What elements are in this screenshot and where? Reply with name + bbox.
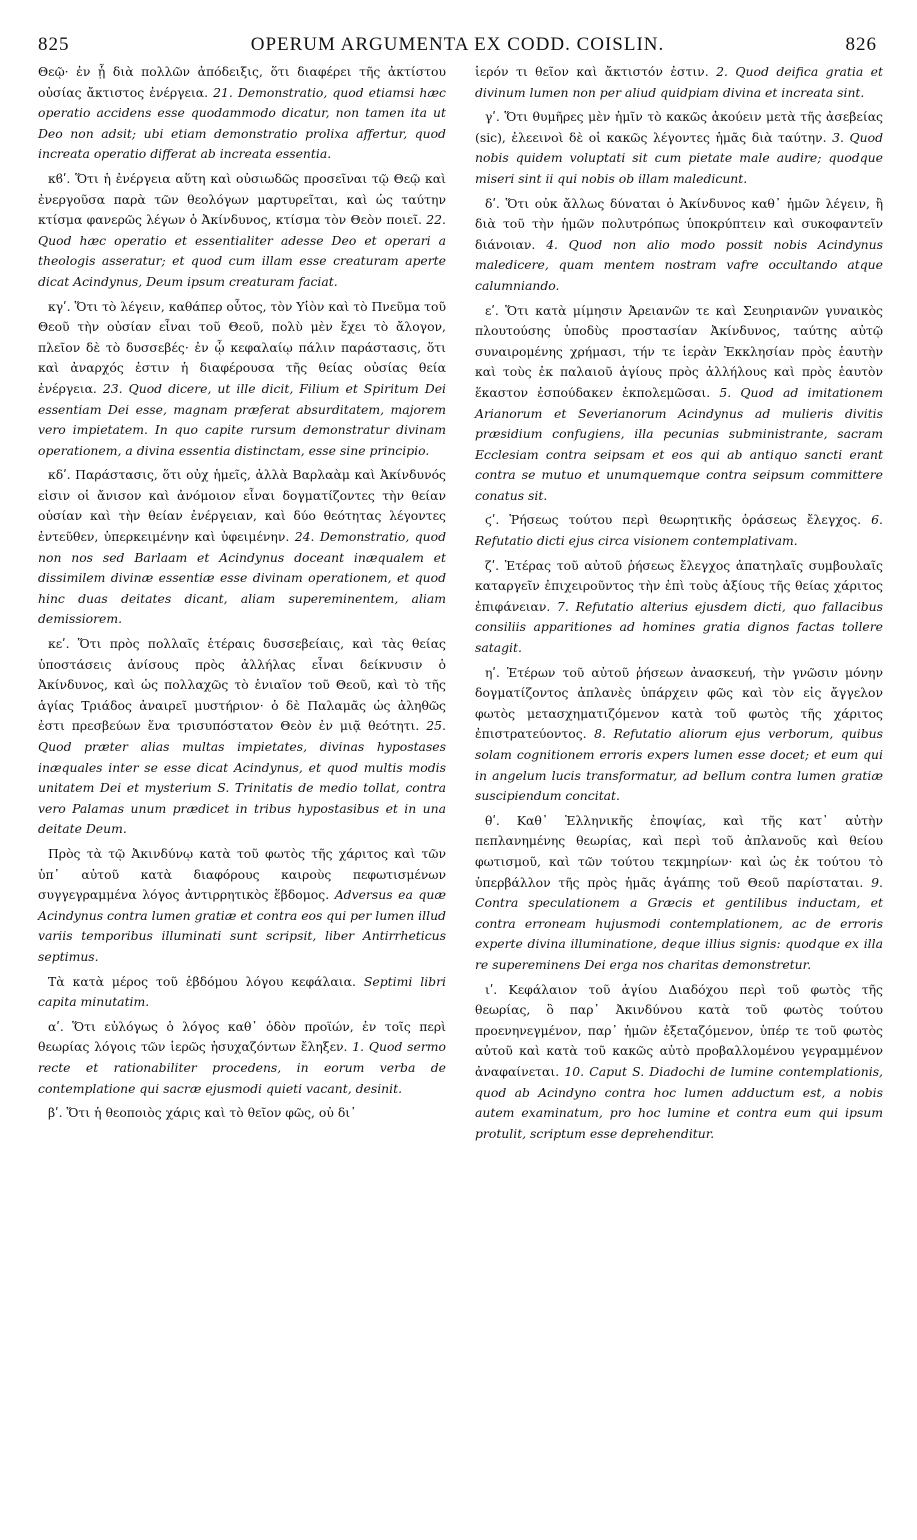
paragraph bbox=[475, 663, 883, 807]
greek-text: ιʹ. Κεφάλαιον τοῦ ἁγίου Διαδόχου περὶ τοῦ φωτὸς τῆς θεωρίας, ὃ παρ᾿ Ἀκινδύνου κατὰ τοῦ φωτὸς τούτου προενηνεγμένον, παρ᾿ ἡμῶν ἐξεταζόμενον, ὑπέρ τε τοῦ φωτὸς αὐτοῦ καὶ κατὰ τοῦ κακῶς αὐτὸ προβαλλομένου γεγραμμένον ἀναφαίνεται. bbox=[475, 981, 883, 1079]
latin-text: Septimi libri capita minutatim. bbox=[38, 973, 446, 1010]
running-title: OPERUM ARGUMENTA EX CODD. COISLIN. bbox=[250, 34, 665, 55]
page-number-left: 825 bbox=[38, 34, 70, 55]
paragraph bbox=[475, 980, 883, 1145]
latin-text: 10. Caput S. Diadochi de lumine contemplationis, quod ab Acindyno contra hoc lumen adductum est, a nobis autem examinatum, pro hoc lumine et contra eum qui ipsum protulit, scriptum esse deprehenditur. bbox=[475, 1063, 883, 1141]
running-header bbox=[38, 34, 877, 56]
paragraph bbox=[475, 107, 883, 189]
paragraph bbox=[38, 972, 446, 1013]
greek-text: κδʹ. Παράστασις, ὅτι οὐχ ἡμεῖς, ἀλλὰ Βαρλαὰμ καὶ Ἀκίνδυνός εἰσιν οἱ ἄνισον καὶ ἀνόμοιον εἶναι δογματίζοντες τὴν θείαν οὐσίαν καὶ τὴν θείαν ἐνέργειαν, καὶ δύο θεότητας λέγοντες ἐντεῦθεν, ὑπερκειμένην καὶ ὑφειμένην. bbox=[38, 467, 446, 545]
latin-text: 8. Refutatio aliorum ejus verborum, quibus solam cognitionem erroris expers lumen esse docet; et eum qui in angelum lucis transformatur, ad bellum contra lumen gratiæ suscipiendum concitat. bbox=[475, 726, 883, 804]
paragraph bbox=[38, 844, 446, 968]
greek-text: γʹ. Ὅτι θυμῆρες μὲν ἡμῖν τὸ κακῶς ἀκούειν μετὰ τῆς ἀσεβείας (sic), ἐλεεινοὶ δὲ οἱ κακῶς λέγοντες ἡμᾶς διὰ ταύτην. bbox=[475, 109, 883, 145]
greek-text: κϐʹ. Ὅτι ἡ ἐνέργεια αὕτη καὶ οὐσιωδῶς προσεῖναι τῷ Θεῷ καὶ ἐνεργοῦσα παρὰ τῶν θεολόγων μαρτυρεῖται, καὶ ὡς ταύτην κτίσμα φανερῶς λέγων ὁ Ἀκίνδυνος, κτίσμα τὸν Θεὸν ποιεῖ. bbox=[38, 170, 446, 228]
paragraph bbox=[475, 510, 883, 551]
latin-text: 22. Quod hæc operatio et essentialiter adesse Deo et operari a theologis asseratur; et quod cum illam esse creaturam aperte dicat Acindynus, Deum ipsum creaturam faciat. bbox=[38, 212, 446, 289]
latin-text: 6. Refutatio dicti ejus circa visionem contemplativam. bbox=[475, 512, 883, 549]
left-column bbox=[38, 62, 446, 1128]
greek-text: ϛʹ. Ῥήσεως τούτου περὶ θεωρητικῆς ὁράσεως ἔλεγχος. bbox=[485, 512, 872, 528]
greek-text: ἱερόν τι θεῖον καὶ ἄκτιστόν ἐστιν. bbox=[475, 64, 717, 79]
paragraph bbox=[475, 62, 883, 103]
greek-text: Θεῷ· ἐν ᾗ διὰ πολλῶν ἀπόδειξις, ὅτι διαφέρει τῆς ἀκτίστου οὐσίας ἄκτιστος ἐνέργεια. bbox=[38, 64, 446, 100]
greek-text: ζʹ. Ἑτέρας τοῦ αὐτοῦ ῥήσεως ἔλεγχος ἀπατηλαῖς συμβουλαῖς καταργεῖν ἐπιχειροῦντος τὴν ἐπὶ τοὺς ἀξίους τῆς θείας χάριτος ἐπιφάνειαν. bbox=[475, 557, 883, 614]
paragraph bbox=[475, 301, 883, 507]
paragraph bbox=[38, 169, 446, 293]
paragraph bbox=[38, 62, 446, 165]
latin-text: 24. Demonstratio, quod non nos sed Barlaam et Acindynus doceant inæqualem et dissimilem divinæ essentiæ esse divinam operationem, et quod hinc duas deitates dicant, aliam supereminentem, aliam demissiorem. bbox=[38, 529, 446, 627]
greek-text: βʹ. Ὅτι ἡ θεοποιὸς χάρις καὶ τὸ θεῖον φῶς, οὐ δι᾿ bbox=[48, 1105, 357, 1121]
paragraph bbox=[38, 634, 446, 840]
paragraph bbox=[38, 1103, 446, 1124]
latin-text: 1. Quod sermo recte et rationabiliter procedens, in eorum verba de contemplatione qui sacræ ejusmodi quieti vacant, desinit. bbox=[38, 1039, 447, 1096]
page-number-right: 826 bbox=[845, 34, 877, 55]
paragraph bbox=[475, 556, 883, 659]
latin-text: 25. Quod præter alias multas impietates, divinas hypostases inæquales inter se esse dicat Acindynus, et quod multis modis unitatem Dei et mysterium S. Trinitatis de medio tollat, contra vero Palamas unum prædicet in tribus hypostasibus et in una deitate Deum. bbox=[38, 718, 446, 837]
right-column bbox=[475, 62, 883, 1148]
greek-text: αʹ. Ὅτι εὐλόγως ὁ λόγος καθ᾿ ὁδὸν προϊών, ἐν τοῖς περὶ θεωρίας λόγοις τῶν ἱερῶς ἡσυχαζόντων ἔληξεν. bbox=[38, 1018, 446, 1055]
greek-text: εʹ. Ὅτι κατὰ μίμησιν Ἀρειανῶν τε καὶ Σευηριανῶν γυναικὸς πλουτούσης ὑποδὺς προστασίαν Ἀκίνδυνος, ταύτης αὐτῷ συναιρομένης χρήμασι, τήν τε ἱερὰν Ἐκκλησίαν πρὸς ἑαυτὴν καὶ τοὺς ἐκ παλαιοῦ ἁγίους πρὸς ἀλλήλους καὶ πρὸς ἑαυτὸν ἕκαστον ἐσπούδακεν ἐκπολεμῶσαι. bbox=[475, 302, 883, 400]
latin-text: 2. Quod deifica gratia et divinum lumen non per aliud quidpiam divina et increata sint. bbox=[475, 64, 883, 100]
greek-text: θʹ. Καθ᾿ Ἑλληνικῆς ἐποψίας, καὶ τῆς κατ᾿ αὐτὴν πεπλανημένης θεωρίας, καὶ περὶ τοῦ ἀπλανοῦς καὶ θείου φωτισμοῦ, καὶ τῶν τούτου τεκμηρίων· καὶ ὡς ἐκ τούτου τὸ ὑπερβάλλον τῆς πρὸς ἡμᾶς ἀγάπης τοῦ Θεοῦ παρίσταται. bbox=[475, 812, 883, 890]
latin-text: 9. Contra speculationem a Græcis et gentilibus inductam, et contra erroneam hujusmodi contemplationem, ac de erroris experte divina illuminatione, deque illius signis: quodque ex illa re supereminens Dei erga nos charitas demonstretur. bbox=[475, 874, 883, 972]
latin-text: Adversus ea quæ Acindynus contra lumen gratiæ et contra eos qui per lumen illud variis temporibus illuminati sunt scripsit, liber Antirrheticus septimus. bbox=[38, 887, 446, 964]
greek-text: Πρὸς τὰ τῷ Ἀκινδύνῳ κατὰ τοῦ φωτὸς τῆς χάριτος καὶ τῶν ὑπ᾿ αὐτοῦ κατὰ διαφόρους καιροὺς πεφωτισμένων συγγεγραμμένα λόγος ἀντιρρητικὸς ἕβδομος. bbox=[38, 845, 446, 903]
greek-text: ηʹ. Ἑτέρων τοῦ αὐτοῦ ῥήσεων ἀνασκευή, τὴν γνῶσιν μόνην δογματίζοντος ἀπλανὲς ὑπάρχειν φῶς καὶ τὸν εἰς ἄγγελον φωτὸς μετασχηματιζόμενον κατὰ τοῦ φωτὸς τῆς χάριτος ἐπιστρατεύοντος. bbox=[475, 664, 883, 742]
latin-text: 7. Refutatio alterius ejusdem dicti, quo fallacibus consiliis apparitiones ad homines gratia dignos factas tollere satagit. bbox=[475, 598, 883, 656]
latin-text: 5. Quod ad imitationem Arianorum et Severianorum Acindynus ad mulieris divitis præsidium confugiens, illa pecunias subministrante, sacram Ecclesiam contra seipsam et eos qui ab antiquo sancti erant contra se mutuo et unumquemque contra seipsum committere conatus sit. bbox=[475, 384, 883, 503]
paragraph bbox=[38, 297, 446, 462]
latin-text: 23. Quod dicere, ut ille dicit, Filium et Spiritum Dei essentiam Dei esse, magnam præferat absurditatem, majorem vero impietatem. In quo capite rursum demonstratur divinam operationem, a divina essentia distinctam, esse sine principio. bbox=[38, 380, 446, 458]
paragraph bbox=[38, 1017, 446, 1099]
greek-text: κγʹ. Ὅτι τὸ λέγειν, καθάπερ οὗτος, τὸν Υἱὸν καὶ τὸ Πνεῦμα τοῦ Θεοῦ τὴν οὐσίαν εἶναι τοῦ Θεοῦ, πολὺ μὲν ἔχει τὸ ἄλογον, πλεῖον δὲ τὸ δυσσεβές· ἐν ᾧ κεφαλαίῳ πάλιν παράστασις, ὅτι καὶ ἀναρχός ἐστιν ἡ διαφέρουσα τῆς θείας οὐσίας θεία ἐνέργεια. bbox=[38, 298, 446, 396]
paragraph bbox=[38, 465, 446, 630]
greek-text: Τὰ κατὰ μέρος τοῦ ἑβδόμου λόγου κεφάλαια. bbox=[48, 973, 364, 989]
paragraph bbox=[475, 811, 883, 976]
latin-text: 4. Quod non alio modo possit nobis Acindynus maledicere, quam mentem nostram vafre occultando atque calumniando. bbox=[475, 236, 883, 293]
greek-text: δʹ. Ὅτι οὐκ ἄλλως δύναται ὁ Ἀκίνδυνος καθ᾿ ἡμῶν λέγειν, ἢ διὰ τοῦ τὴν ἡμῶν πολυτρόπως ὑποκρύπτειν καὶ συκοφαντεῖν διάνοιαν. bbox=[475, 195, 883, 252]
latin-text: 21. Demonstratio, quod etiamsi hæc operatio accidens esse quodammodo dicatur, non tamen ita ut Deo non adsit; ubi etiam demonstratio prolixa affertur, quod increata operatio differat ab increata essentia. bbox=[38, 84, 446, 162]
greek-text: κεʹ. Ὅτι πρὸς πολλαῖς ἑτέραις δυσσεβείαις, καὶ τὰς θείας ὑποστάσεις ἀνίσους πρὸς ἀλλήλας εἶναι δείκνυσιν ὁ Ἀκίνδυνος, καὶ ὡς πολλαχῶς τὸ ἑνιαῖον τοῦ Θεοῦ, καὶ τὸ τῆς ἁγίας Τριάδος ἀναιρεῖ μυστήριον· ὁ δὲ Παλαμᾶς ὡς ἀληθῶς ἐστι πρεσβεύων ἕνα τρισυπόστατον Θεὸν ἐν μιᾷ θεότητι. bbox=[38, 636, 446, 734]
paragraph bbox=[475, 194, 883, 297]
latin-text: 3. Quod nobis quidem voluptati sit cum pietate male audire; quodque miseri sint ii qui nobis ob illam maledicunt. bbox=[475, 129, 883, 186]
